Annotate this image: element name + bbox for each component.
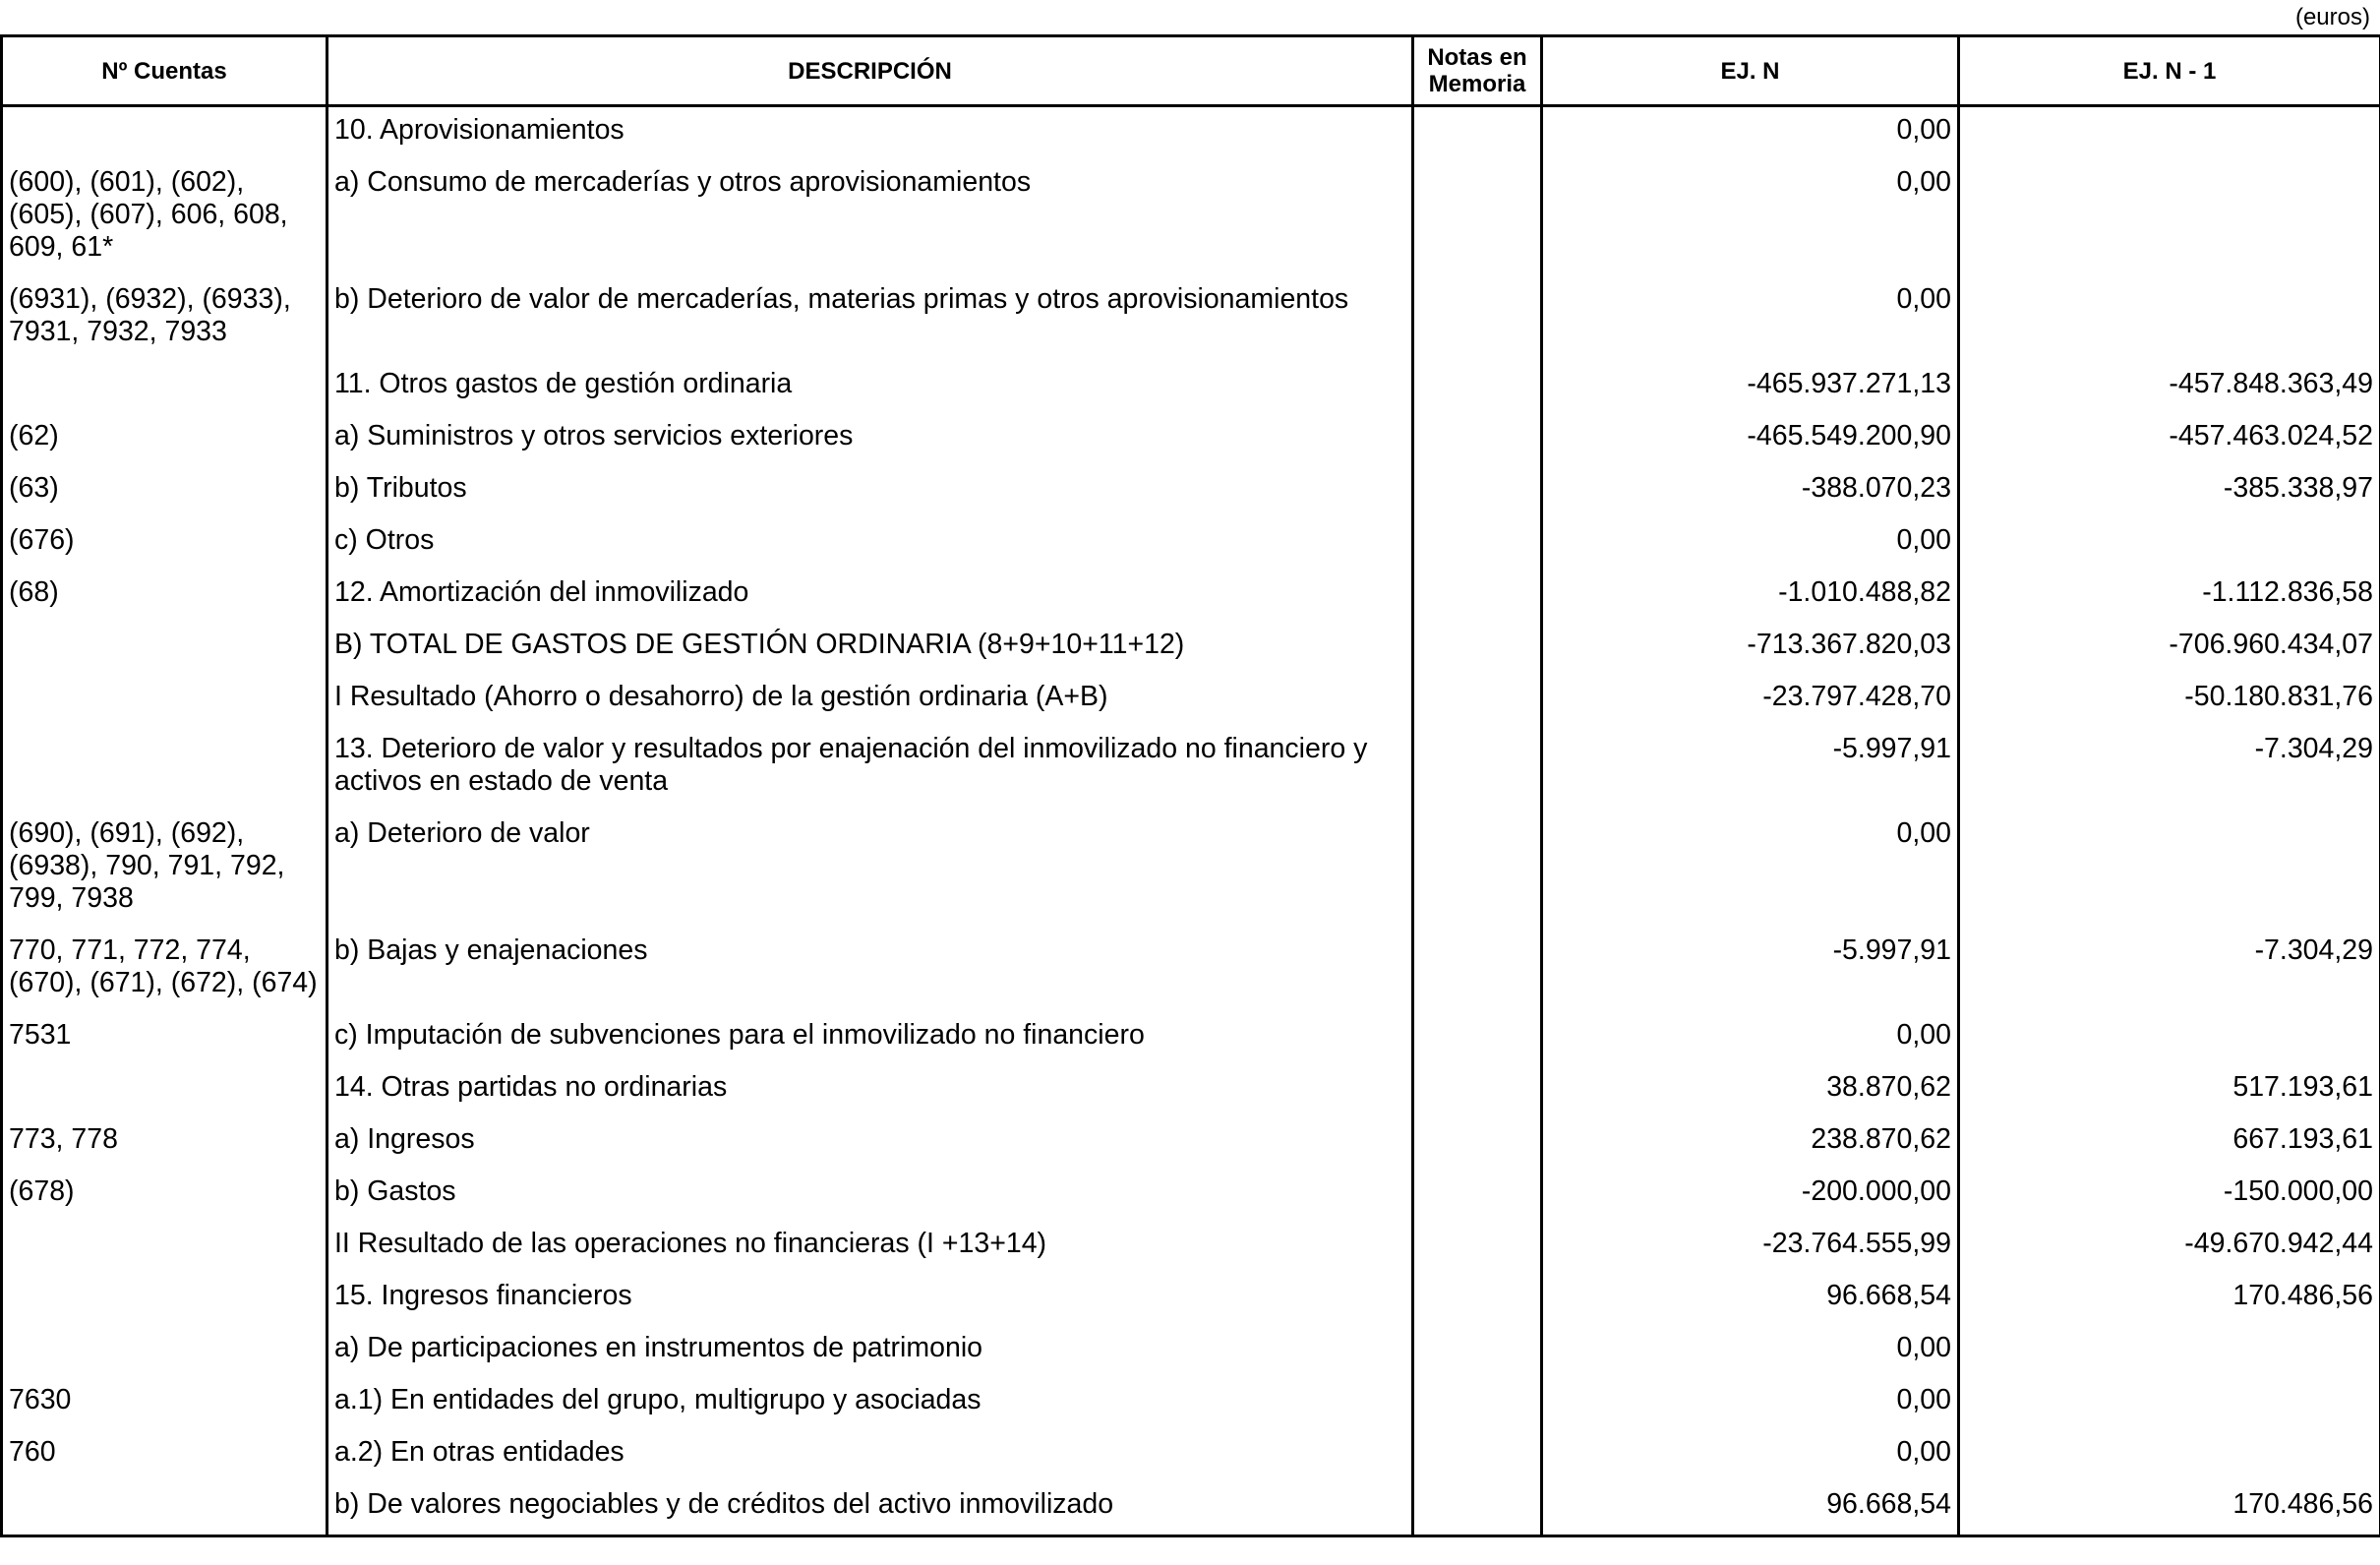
cell-ej-n: 0,00: [1542, 277, 1959, 362]
cell-ej-n1: -706.960.434,07: [1959, 623, 2380, 675]
cell-ej-n: 0,00: [1542, 812, 1959, 929]
cell-cuentas: 7630: [2, 1378, 327, 1430]
cell-ej-n: -1.010.488,82: [1542, 571, 1959, 623]
cell-descripcion: b) Gastos: [327, 1170, 1413, 1222]
cell-descripcion: b) Tributos: [327, 466, 1413, 518]
cell-cuentas: [2, 675, 327, 727]
cell-cuentas: [2, 1222, 327, 1274]
table-row: [2, 727, 2380, 812]
cell-cuentas: [2, 106, 327, 161]
cell-notas: [1413, 1378, 1542, 1430]
cell-ej-n: 0,00: [1542, 106, 1959, 161]
cell-cuentas: 770, 771, 772, 774, (670), (671), (672), (674): [2, 929, 327, 1013]
cell-descripcion: I Resultado (Ahorro o desahorro) de la gestión ordinaria (A+B): [327, 675, 1413, 727]
cell-notas: [1413, 1326, 1542, 1378]
header-cuentas: Nº Cuentas: [2, 36, 327, 106]
cell-ej-n1: [1959, 812, 2380, 929]
cell-notas: [1413, 1170, 1542, 1222]
cell-ej-n: 96.668,54: [1542, 1274, 1959, 1326]
header-ej-n1: EJ. N - 1: [1959, 36, 2380, 106]
cell-ej-n: -200.000,00: [1542, 1170, 1959, 1222]
cell-ej-n: -23.764.555,99: [1542, 1222, 1959, 1274]
cell-ej-n: 38.870,62: [1542, 1065, 1959, 1117]
table-row: [2, 1013, 2380, 1065]
cell-ej-n1: [1959, 1326, 2380, 1378]
cell-descripcion: a) Suministros y otros servicios exteriores: [327, 414, 1413, 466]
cell-descripcion: c) Otros: [327, 518, 1413, 571]
cell-cuentas: 773, 778: [2, 1117, 327, 1170]
cell-descripcion: a) Ingresos: [327, 1117, 1413, 1170]
cell-ej-n1: -49.670.942,44: [1959, 1222, 2380, 1274]
cell-cuentas: (6931), (6932), (6933), 7931, 7932, 7933: [2, 277, 327, 362]
cell-ej-n1: -7.304,29: [1959, 727, 2380, 812]
cell-cuentas: (678): [2, 1170, 327, 1222]
cell-cuentas: [2, 1482, 327, 1536]
cell-ej-n: 0,00: [1542, 1326, 1959, 1378]
cell-cuentas: [2, 362, 327, 414]
cell-ej-n1: [1959, 1013, 2380, 1065]
cell-notas: [1413, 518, 1542, 571]
table-row: [2, 675, 2380, 727]
table-row: [2, 812, 2380, 929]
table-row: [2, 1482, 2380, 1536]
cell-descripcion: a) Deterioro de valor: [327, 812, 1413, 929]
cell-cuentas: (68): [2, 571, 327, 623]
cell-ej-n1: 170.486,56: [1959, 1482, 2380, 1536]
cell-ej-n1: [1959, 1430, 2380, 1482]
cell-notas: [1413, 414, 1542, 466]
cell-ej-n1: -7.304,29: [1959, 929, 2380, 1013]
cell-ej-n1: -50.180.831,76: [1959, 675, 2380, 727]
cell-cuentas: (63): [2, 466, 327, 518]
cell-descripcion: 10. Aprovisionamientos: [327, 106, 1413, 161]
cell-descripcion: 13. Deterioro de valor y resultados por enajenación del inmovilizado no financiero y activos en estado de venta: [327, 727, 1413, 812]
cell-notas: [1413, 1013, 1542, 1065]
table-row: [2, 623, 2380, 675]
cell-notas: [1413, 1222, 1542, 1274]
cell-notas: [1413, 160, 1542, 277]
cell-ej-n: -5.997,91: [1542, 929, 1959, 1013]
cell-ej-n1: [1959, 277, 2380, 362]
cell-ej-n1: 170.486,56: [1959, 1274, 2380, 1326]
table-row: [2, 414, 2380, 466]
cell-ej-n1: 517.193,61: [1959, 1065, 2380, 1117]
cell-ej-n: -5.997,91: [1542, 727, 1959, 812]
cell-notas: [1413, 1117, 1542, 1170]
cell-ej-n1: -457.463.024,52: [1959, 414, 2380, 466]
cell-notas: [1413, 1065, 1542, 1117]
cell-notas: [1413, 812, 1542, 929]
cell-notas: [1413, 1274, 1542, 1326]
cell-ej-n1: -150.000,00: [1959, 1170, 2380, 1222]
header-notas: Notas en Memoria: [1413, 36, 1542, 106]
cell-notas: [1413, 277, 1542, 362]
cell-descripcion: b) De valores negociables y de créditos del activo inmovilizado: [327, 1482, 1413, 1536]
cell-descripcion: 12. Amortización del inmovilizado: [327, 571, 1413, 623]
cell-ej-n: 0,00: [1542, 518, 1959, 571]
cell-notas: [1413, 727, 1542, 812]
cell-descripcion: a.1) En entidades del grupo, multigrupo y asociadas: [327, 1378, 1413, 1430]
header-ej-n: EJ. N: [1542, 36, 1959, 106]
cell-notas: [1413, 623, 1542, 675]
cell-notas: [1413, 929, 1542, 1013]
cell-descripcion: a.2) En otras entidades: [327, 1430, 1413, 1482]
table-row: [2, 160, 2380, 277]
cell-notas: [1413, 466, 1542, 518]
cell-cuentas: 7531: [2, 1013, 327, 1065]
table-body: [2, 106, 2380, 1536]
cell-cuentas: [2, 623, 327, 675]
cell-cuentas: 760: [2, 1430, 327, 1482]
cell-ej-n: -388.070,23: [1542, 466, 1959, 518]
cell-ej-n: 238.870,62: [1542, 1117, 1959, 1170]
cell-descripcion: 15. Ingresos financieros: [327, 1274, 1413, 1326]
cell-ej-n: -23.797.428,70: [1542, 675, 1959, 727]
cell-ej-n1: [1959, 518, 2380, 571]
cell-descripcion: a) Consumo de mercaderías y otros aprovisionamientos: [327, 160, 1413, 277]
cell-descripcion: a) De participaciones en instrumentos de patrimonio: [327, 1326, 1413, 1378]
cell-ej-n1: -457.848.363,49: [1959, 362, 2380, 414]
table-row: [2, 1430, 2380, 1482]
table-row: [2, 1222, 2380, 1274]
cell-ej-n1: 667.193,61: [1959, 1117, 2380, 1170]
table-row: [2, 1065, 2380, 1117]
table-row: [2, 1117, 2380, 1170]
cell-cuentas: [2, 1274, 327, 1326]
table-row: [2, 1326, 2380, 1378]
cell-ej-n: 96.668,54: [1542, 1482, 1959, 1536]
financial-statement-table: [0, 34, 2380, 1537]
table-row: [2, 571, 2380, 623]
cell-descripcion: b) Bajas y enajenaciones: [327, 929, 1413, 1013]
cell-cuentas: (676): [2, 518, 327, 571]
cell-ej-n: -713.367.820,03: [1542, 623, 1959, 675]
cell-ej-n1: -385.338,97: [1959, 466, 2380, 518]
cell-ej-n: 0,00: [1542, 1013, 1959, 1065]
units-label: (euros): [2294, 4, 2370, 30]
cell-ej-n: 0,00: [1542, 1430, 1959, 1482]
cell-ej-n: -465.937.271,13: [1542, 362, 1959, 414]
cell-descripcion: c) Imputación de subvenciones para el inmovilizado no financiero: [327, 1013, 1413, 1065]
table-row: [2, 466, 2380, 518]
table-row: [2, 518, 2380, 571]
cell-notas: [1413, 1430, 1542, 1482]
cell-cuentas: [2, 727, 327, 812]
cell-ej-n: -465.549.200,90: [1542, 414, 1959, 466]
cell-notas: [1413, 362, 1542, 414]
table-row: [2, 929, 2380, 1013]
cell-cuentas: [2, 1326, 327, 1378]
cell-cuentas: (62): [2, 414, 327, 466]
table-header: [2, 36, 2380, 106]
cell-descripcion: b) Deterioro de valor de mercaderías, materias primas y otros aprovisionamientos: [327, 277, 1413, 362]
cell-notas: [1413, 571, 1542, 623]
cell-ej-n: 0,00: [1542, 160, 1959, 277]
cell-descripcion: B) TOTAL DE GASTOS DE GESTIÓN ORDINARIA (8+9+10+11+12): [327, 623, 1413, 675]
table-row: [2, 362, 2380, 414]
cell-notas: [1413, 106, 1542, 161]
cell-ej-n1: [1959, 1378, 2380, 1430]
cell-cuentas: (600), (601), (602), (605), (607), 606, 608, 609, 61*: [2, 160, 327, 277]
cell-ej-n1: [1959, 160, 2380, 277]
table-row: [2, 1274, 2380, 1326]
header-descripcion: DESCRIPCIÓN: [327, 36, 1413, 106]
cell-descripcion: II Resultado de las operaciones no financieras (I +13+14): [327, 1222, 1413, 1274]
table-row: [2, 1378, 2380, 1430]
cell-notas: [1413, 675, 1542, 727]
table-row: [2, 277, 2380, 362]
header-row: [2, 36, 2380, 106]
cell-notas: [1413, 1482, 1542, 1536]
cell-ej-n1: -1.112.836,58: [1959, 571, 2380, 623]
table-row: [2, 1170, 2380, 1222]
table-row: [2, 106, 2380, 161]
cell-ej-n1: [1959, 106, 2380, 161]
cell-cuentas: (690), (691), (692), (6938), 790, 791, 792, 799, 7938: [2, 812, 327, 929]
cell-descripcion: 11. Otros gastos de gestión ordinaria: [327, 362, 1413, 414]
cell-ej-n: 0,00: [1542, 1378, 1959, 1430]
cell-cuentas: [2, 1065, 327, 1117]
cell-descripcion: 14. Otras partidas no ordinarias: [327, 1065, 1413, 1117]
